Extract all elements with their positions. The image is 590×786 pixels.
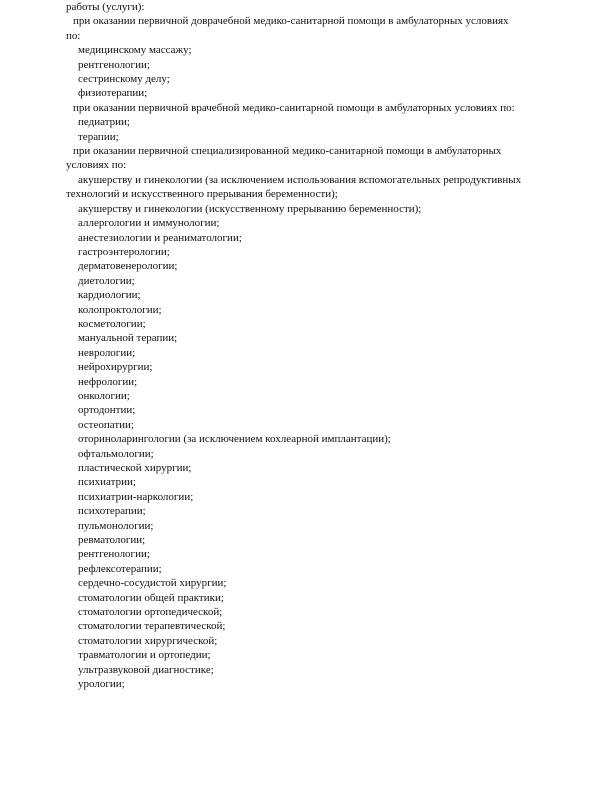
list-item: психиатрии; <box>78 476 136 489</box>
list-item: ревматологии; <box>78 534 146 547</box>
list-item: рентгенологии; <box>78 548 150 561</box>
list-item: оториноларингологии (за исключением кохлеарной имплантации); <box>78 433 391 446</box>
list-item: нефрологии; <box>78 375 138 388</box>
list-item: гастроэнтерологии; <box>78 245 170 258</box>
list-item: рефлексотерапии; <box>78 562 162 575</box>
list-item: терапии; <box>78 130 119 143</box>
list-item: неврологии; <box>78 346 136 359</box>
list-item: аллергологии и иммунологии; <box>78 217 220 230</box>
list-item: мануальной терапии; <box>78 332 178 345</box>
list-item: пластической хирургии; <box>78 462 192 474</box>
list-item: косметологии; <box>78 317 146 330</box>
list-item: кардиологии; <box>78 289 141 302</box>
list-item: акушерству и гинекологии (искусственному прерыванию беременности); <box>78 202 422 215</box>
document-body <box>66 0 566 692</box>
list-item: сердечно-сосудистой хирургии; <box>78 577 227 590</box>
list-item: остеопатии; <box>78 418 134 431</box>
list-item: стоматологии ортопедической; <box>78 606 223 619</box>
list-item: рентгенологии; <box>78 58 150 71</box>
section-1-heading-cont: по: <box>66 29 81 42</box>
section-2-heading: при оказании первичной врачебной медико-санитарной помощи в амбулаторных условиях по: <box>73 101 515 114</box>
list-item-cont: технологий и искусственного прерывания беременности); <box>66 188 338 201</box>
list-item: дерматовенерологии; <box>78 260 178 273</box>
list-item: анестезиологии и реаниматологии; <box>78 231 242 244</box>
intro-line: работы (услуги): <box>66 1 145 13</box>
list-item: урологии; <box>78 678 125 691</box>
section-3-heading-cont: условиях по: <box>66 159 127 172</box>
list-item: колопроктологии; <box>78 303 162 316</box>
list-item: медицинскому массажу; <box>78 44 192 57</box>
list-item: сестринскому делу; <box>78 73 170 86</box>
list-item: стоматологии терапевтической; <box>78 620 226 633</box>
list-item: диетологии; <box>78 274 135 287</box>
list-item: психиатрии-наркологии; <box>78 490 194 503</box>
list-item: онкологии; <box>78 389 130 402</box>
list-item: пульмонологии; <box>78 519 154 532</box>
list-item: педиатрии; <box>78 116 130 129</box>
list-item: офтальмологии; <box>78 447 154 460</box>
list-item: ортодонтии; <box>78 404 136 417</box>
section-1-heading: при оказании первичной доврачебной медико-санитарной помощи в амбулаторных условиях <box>73 15 509 28</box>
list-item: стоматологии хирургической; <box>78 634 218 647</box>
list-item: акушерству и гинекологии (за исключением использования вспомогательных репродуктивных <box>78 173 522 186</box>
list-item: стоматологии общей практики; <box>78 591 224 604</box>
list-item: психотерапии; <box>78 505 146 518</box>
list-item: ультразвуковой диагностике; <box>78 663 214 676</box>
list-item: нейрохирургии; <box>78 361 153 374</box>
list-item: травматологии и ортопедии; <box>78 649 211 662</box>
section-3-heading: при оказании первичной специализированной медико-санитарной помощи в амбулаторных <box>73 145 502 158</box>
list-item: физиотерапии; <box>78 87 148 100</box>
